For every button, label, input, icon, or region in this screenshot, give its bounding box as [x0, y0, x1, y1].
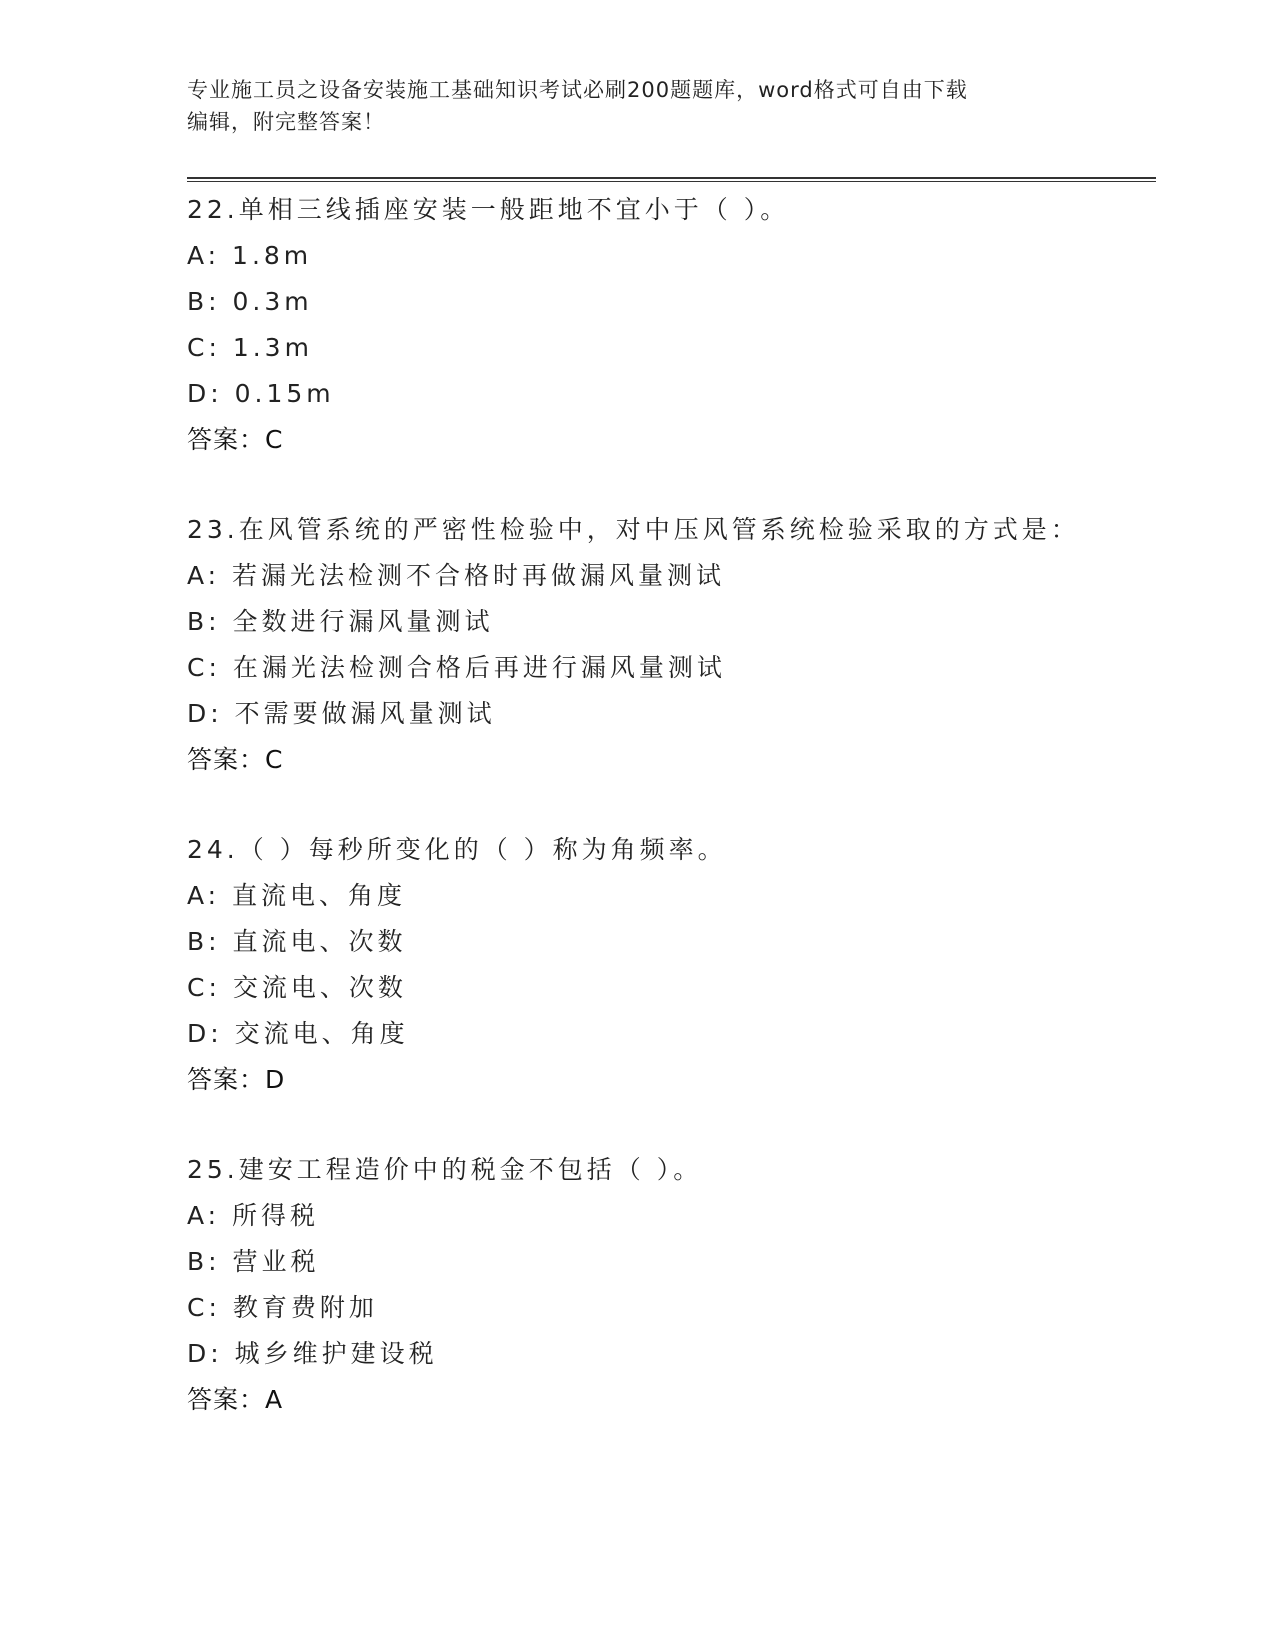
option-a: A: 所得税	[187, 1201, 320, 1230]
question-24	[187, 827, 1147, 1147]
answer: 答案：C	[187, 745, 284, 774]
option-d: D: 0.15m	[187, 379, 335, 408]
answer: 答案：C	[187, 425, 284, 454]
question-list	[187, 187, 1147, 1467]
option-d: D: 交流电、角度	[187, 1019, 409, 1048]
question-stem: 23.在风管系统的严密性检验中，对中压风管系统检验采取的方式是：	[187, 515, 1080, 544]
option-a: A: 若漏光法检测不合格时再做漏风量测试	[187, 561, 726, 590]
option-c: C: 教育费附加	[187, 1293, 378, 1322]
question-stem: 22.单相三线插座安装一般距地不宜小于（ ）。	[187, 195, 790, 224]
option-b: B: 0.3m	[187, 287, 313, 316]
option-b: B: 全数进行漏风量测试	[187, 607, 494, 636]
option-c: C: 1.3m	[187, 333, 313, 362]
option-c: C: 在漏光法检测合格后再进行漏风量测试	[187, 653, 726, 682]
question-22	[187, 187, 1147, 507]
question-stem: 24.（ ）每秒所变化的（ ）称为角频率。	[187, 835, 727, 864]
option-b: B: 营业税	[187, 1247, 320, 1276]
option-a: A: 1.8m	[187, 241, 313, 270]
header-line-2: 编辑，附完整答案！	[187, 110, 385, 134]
document-header	[187, 74, 1077, 138]
header-line-1: 专业施工员之设备安装施工基础知识考试必刷200题题库，word格式可自由下载	[187, 78, 968, 102]
option-c: C: 交流电、次数	[187, 973, 407, 1002]
option-b: B: 直流电、次数	[187, 927, 407, 956]
question-25	[187, 1147, 1147, 1467]
question-23	[187, 507, 1147, 827]
option-a: A: 直流电、角度	[187, 881, 407, 910]
answer: 答案：D	[187, 1065, 286, 1094]
question-stem: 25.建安工程造价中的税金不包括（ ）。	[187, 1155, 703, 1184]
option-d: D: 不需要做漏风量测试	[187, 699, 496, 728]
option-d: D: 城乡维护建设税	[187, 1339, 438, 1368]
answer: 答案：A	[187, 1385, 284, 1414]
header-divider	[187, 177, 1156, 182]
